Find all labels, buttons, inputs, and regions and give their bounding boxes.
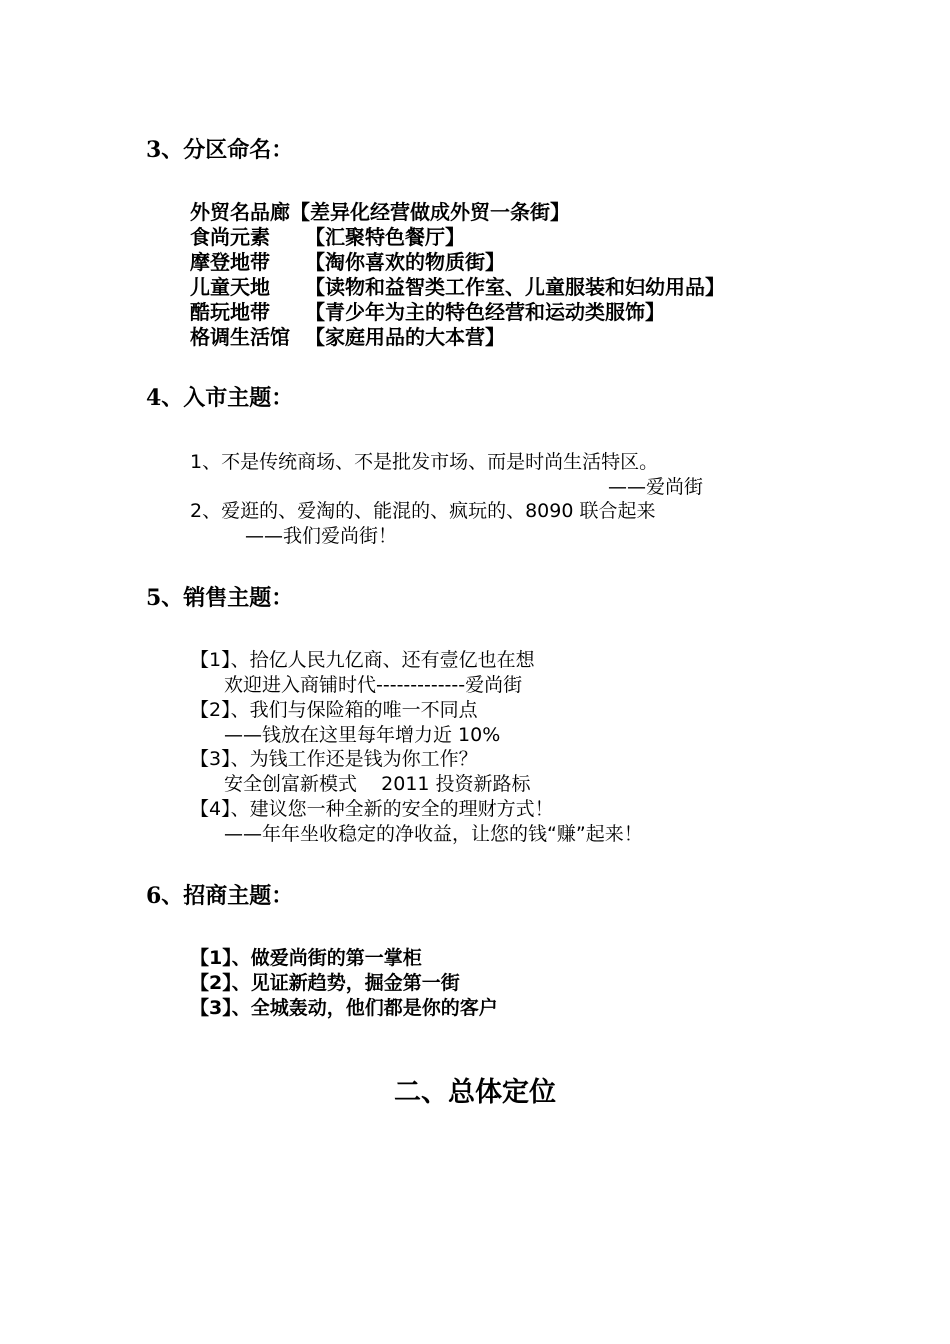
- zone-name: 酷玩地带: [190, 300, 270, 324]
- zone-desc: 【淘你喜欢的物质街】: [305, 250, 505, 274]
- zone-row-1: [190, 200, 570, 224]
- zone-name: 食尚元素: [190, 225, 270, 249]
- zone-desc: 【青少年为主的特色经营和运动类服饰】: [305, 300, 665, 324]
- leasing-slogan: 【3】、全城轰动，他们都是你的客户: [190, 997, 498, 1019]
- leasing-slogan: 【2】、见证新趋势，掘金第一街: [190, 972, 460, 994]
- slogan-signature: ——爱尚街: [608, 476, 704, 498]
- sales-slogan-sub: ——年年坐收稳定的净收益，让您的钱“赚”起来！: [224, 823, 643, 845]
- zone-name: 外贸名品廊: [190, 200, 290, 224]
- zone-name: 摩登地带: [190, 250, 270, 274]
- section-4-heading: 4、入市主题：: [146, 385, 294, 411]
- chapter-title: 二、总体定位: [394, 1077, 556, 1108]
- leasing-slogan: 【1】、做爱尚街的第一掌柜: [190, 947, 422, 969]
- section-3-heading: 3、分区命名：: [146, 137, 294, 163]
- zone-desc: 【家庭用品的大本营】: [305, 325, 505, 349]
- sales-slogan: 【4】、建议您一种全新的安全的理财方式！: [190, 798, 554, 820]
- zone-name: 格调生活馆: [190, 325, 290, 349]
- slogan-signature: ——我们爱尚街！: [245, 525, 398, 547]
- slogan-line: 1、不是传统商场、不是批发市场、而是时尚生活特区。: [190, 451, 659, 473]
- sales-slogan: 【3】、为钱工作还是钱为你工作？: [190, 748, 478, 770]
- zone-name: 儿童天地: [190, 275, 270, 299]
- zone-desc: 【差异化经营做成外贸一条街】: [290, 200, 570, 224]
- sales-slogan: 【2】、我们与保险箱的唯一不同点: [190, 699, 478, 721]
- section-5-heading: 5、销售主题：: [146, 585, 294, 611]
- zone-desc: 【读物和益智类工作室、儿童服装和妇幼用品】: [305, 275, 725, 299]
- sales-slogan-sub: ——钱放在这里每年增力近 10%: [224, 724, 501, 746]
- slogan-line: 2、爱逛的、爱淘的、能混的、疯玩的、8090 联合起来: [190, 500, 656, 522]
- sales-slogan-sub: 安全创富新模式 2011 投资新路标: [224, 773, 531, 795]
- section-6-heading: 6、招商主题：: [146, 883, 294, 909]
- sales-slogan: 【1】、拾亿人民九亿商、还有壹亿也在想: [190, 649, 535, 671]
- zone-desc: 【汇聚特色餐厅】: [305, 225, 465, 249]
- sales-slogan-sub: 欢迎进入商铺时代-------------爱尚街: [224, 674, 523, 696]
